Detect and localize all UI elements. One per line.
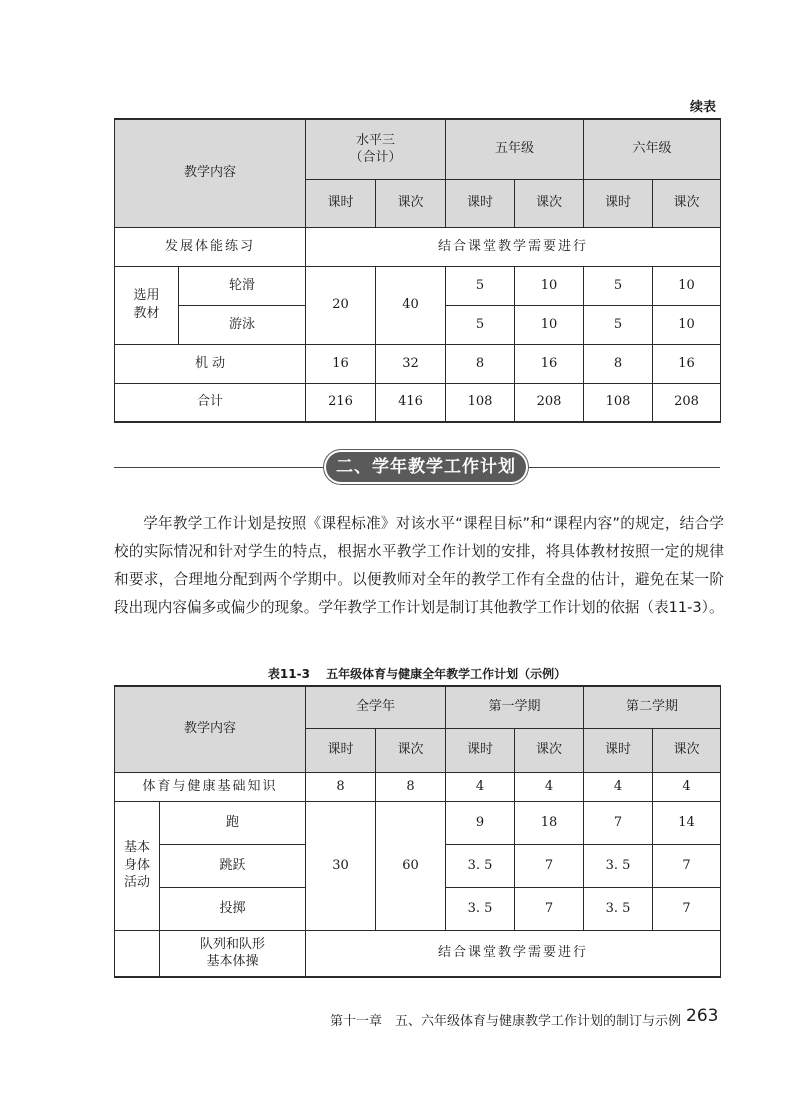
cell: 16 xyxy=(306,344,376,383)
page-number: 263 xyxy=(686,1006,719,1026)
cell: 4 xyxy=(515,772,584,801)
cell: 3. 5 xyxy=(446,887,515,930)
cell: 18 xyxy=(515,801,584,844)
cell: 3. 5 xyxy=(584,844,653,887)
table-row xyxy=(115,344,721,383)
cell: 416 xyxy=(376,383,446,422)
cell: 4 xyxy=(584,772,653,801)
header-hours: 课时 xyxy=(306,728,376,772)
cell: 32 xyxy=(376,344,446,383)
table-row xyxy=(115,266,721,305)
footer-chapter: 第十一章 五、六年级体育与健康教学工作计划的制订与示例 xyxy=(330,1014,682,1029)
elective-total-hours: 20 xyxy=(306,266,376,344)
row-label-fitness: 发展体能练习 xyxy=(115,227,306,266)
table-row xyxy=(115,930,721,977)
row-label-formation xyxy=(160,930,306,977)
cell: 216 xyxy=(306,383,376,422)
group-label-line: 活动 xyxy=(123,875,150,891)
group-label-line: 教材 xyxy=(133,306,160,321)
basic-total-sessions: 60 xyxy=(376,801,446,930)
cell: 16 xyxy=(515,344,584,383)
header-sessions: 课次 xyxy=(515,728,584,772)
header-first-semester: 第一学期 xyxy=(446,686,584,728)
cell: 108 xyxy=(446,383,515,422)
section-rule-left xyxy=(114,467,326,468)
cell: 4 xyxy=(653,772,721,801)
cell: 14 xyxy=(653,801,721,844)
cell: 7 xyxy=(653,887,721,930)
header-content: 教学内容 xyxy=(115,119,306,227)
group-label-line: 身体 xyxy=(123,857,150,873)
elective-total-sessions: 40 xyxy=(376,266,446,344)
header-full-year: 全学年 xyxy=(306,686,446,728)
row-label: 游泳 xyxy=(179,305,306,344)
header-level-three-total: （合计） xyxy=(349,150,402,166)
section-title: 二、学年教学工作计划 xyxy=(326,452,526,482)
section-rule-right xyxy=(526,467,720,468)
cell: 10 xyxy=(515,305,584,344)
row-label: 投掷 xyxy=(160,887,306,930)
cell: 7 xyxy=(653,844,721,887)
cell: 10 xyxy=(653,305,721,344)
cell: 3. 5 xyxy=(584,887,653,930)
cell: 108 xyxy=(584,383,653,422)
header-sessions: 课次 xyxy=(376,179,446,227)
formation-note: 结合课堂教学需要进行 xyxy=(306,930,721,977)
table-caption: 表11-3 五年级体育与健康全年教学工作计划（示例） xyxy=(267,667,567,681)
group-label-line: 选用 xyxy=(133,288,160,304)
header-sessions: 课次 xyxy=(515,179,584,227)
continued-label: 续表 xyxy=(690,100,717,115)
cell: 7 xyxy=(515,887,584,930)
row-label-line: 队列和队形 xyxy=(200,936,266,952)
basic-total-hours: 30 xyxy=(306,801,376,930)
body-paragraph: 学年教学工作计划是按照《课程标准》对该水平“课程目标”和“课程内容”的规定，结合学校的实际情况和针对学生的特点，根据水平教学工作计划的安排，将具体教材按照一定的规律和要求，合理地分配到两个学期中。以便教师对全年的教学工作有全盘的估计，避免在某一阶段出现内容偏多或偏少的现象。学年教学工作计划是制订其他教学工作计划的依据（表11-3）。 xyxy=(114,515,724,616)
cell: 10 xyxy=(515,266,584,305)
cell: 5 xyxy=(446,305,515,344)
cell: 9 xyxy=(446,801,515,844)
cell: 8 xyxy=(446,344,515,383)
cell: 16 xyxy=(653,344,721,383)
row-label: 跑 xyxy=(160,801,306,844)
header-level-three xyxy=(306,119,446,179)
header-grade-six: 六年级 xyxy=(584,119,721,179)
header-hours: 课时 xyxy=(446,179,515,227)
row-label: 轮滑 xyxy=(179,266,306,305)
cell: 8 xyxy=(306,772,376,801)
header-hours: 课时 xyxy=(584,728,653,772)
table-row xyxy=(115,772,721,801)
level-summary-table xyxy=(114,118,721,423)
group-label-basic xyxy=(115,801,160,930)
header-hours: 课时 xyxy=(306,179,376,227)
cell: 3. 5 xyxy=(446,844,515,887)
header-content: 教学内容 xyxy=(115,686,306,772)
group-label-line: 基本 xyxy=(123,840,150,856)
header-sessions: 课次 xyxy=(653,728,721,772)
cell: 10 xyxy=(653,266,721,305)
row-label-flex: 机 动 xyxy=(115,344,306,383)
cell: 4 xyxy=(446,772,515,801)
header-hours: 课时 xyxy=(584,179,653,227)
header-grade-five: 五年级 xyxy=(446,119,584,179)
table-row xyxy=(115,227,721,266)
header-sessions: 课次 xyxy=(376,728,446,772)
header-sessions: 课次 xyxy=(653,179,721,227)
cell: 7 xyxy=(515,844,584,887)
cell: 5 xyxy=(584,305,653,344)
group-label-elective xyxy=(115,266,179,344)
empty-cell xyxy=(115,930,160,977)
cell: 5 xyxy=(584,266,653,305)
row-label-total: 合计 xyxy=(115,383,306,422)
table-row xyxy=(115,383,721,422)
cell: 8 xyxy=(584,344,653,383)
fitness-note: 结合课堂教学需要进行 xyxy=(306,227,721,266)
header-level-three-name: 水平三 xyxy=(356,132,396,148)
row-label-knowledge: 体育与健康基础知识 xyxy=(115,772,306,801)
cell: 5 xyxy=(446,266,515,305)
row-label-line: 基本体操 xyxy=(206,954,259,970)
cell: 7 xyxy=(584,801,653,844)
cell: 208 xyxy=(653,383,721,422)
cell: 8 xyxy=(376,772,446,801)
annual-plan-table xyxy=(114,685,721,978)
header-second-semester: 第二学期 xyxy=(584,686,721,728)
table-row xyxy=(115,801,721,844)
row-label: 跳跃 xyxy=(160,844,306,887)
cell: 208 xyxy=(515,383,584,422)
header-hours: 课时 xyxy=(446,728,515,772)
